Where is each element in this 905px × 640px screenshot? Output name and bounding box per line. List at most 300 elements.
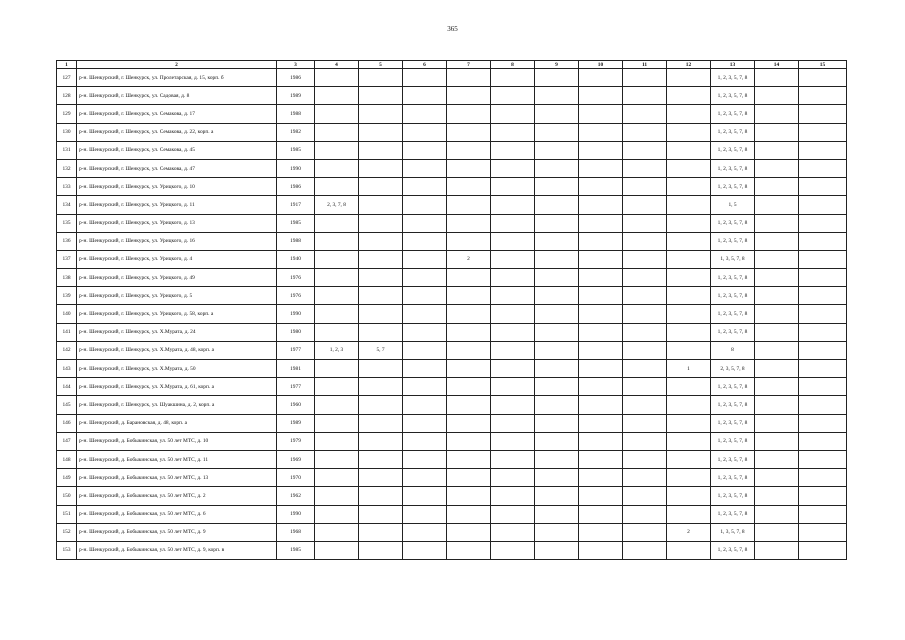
table-cell xyxy=(403,487,447,505)
table-cell xyxy=(755,541,799,559)
table-cell xyxy=(359,360,403,378)
table-cell xyxy=(667,214,711,232)
table-row xyxy=(57,323,847,341)
table-cell xyxy=(491,323,535,341)
table-cell xyxy=(535,505,579,523)
table-cell xyxy=(403,414,447,432)
table-cell xyxy=(535,323,579,341)
table-cell xyxy=(315,378,359,396)
table-cell xyxy=(315,360,359,378)
table-cell xyxy=(755,123,799,141)
table-row xyxy=(57,287,847,305)
table-row xyxy=(57,305,847,323)
table-cell xyxy=(447,105,491,123)
address-cell: р-н. Шенкурский, д. Барановская, д. 48, корп. а xyxy=(77,414,277,432)
table-cell: 2, 3, 7, 8 xyxy=(315,196,359,214)
table-cell xyxy=(315,450,359,468)
table-cell xyxy=(403,69,447,87)
table-cell xyxy=(403,232,447,250)
table-cell xyxy=(447,523,491,541)
year-cell: 1970 xyxy=(277,469,315,487)
table-row xyxy=(57,541,847,559)
table-cell xyxy=(535,141,579,159)
table-cell xyxy=(667,378,711,396)
table-cell xyxy=(535,541,579,559)
address-cell: р-н. Шенкурский, г. Шенкурск, ул. Пролетарская, д. 15, корп. б xyxy=(77,69,277,87)
table-cell xyxy=(535,196,579,214)
table-cell xyxy=(623,487,667,505)
table-cell xyxy=(359,232,403,250)
table-cell xyxy=(359,269,403,287)
table-cell: 1, 3, 5, 7, 8 xyxy=(711,250,755,268)
table-cell xyxy=(579,214,623,232)
table-row xyxy=(57,269,847,287)
year-cell: 1990 xyxy=(277,305,315,323)
table-cell xyxy=(579,541,623,559)
row-number: 127 xyxy=(57,69,77,87)
table-cell xyxy=(447,305,491,323)
address-cell: р-н. Шенкурский, г. Шенкурск, ул. Урицкого, д. 58, корп. а xyxy=(77,305,277,323)
table-cell xyxy=(447,450,491,468)
row-number: 152 xyxy=(57,523,77,541)
table-cell xyxy=(359,250,403,268)
table-cell xyxy=(403,87,447,105)
table-cell: 1, 2, 3, 5, 7, 8 xyxy=(711,69,755,87)
row-number: 148 xyxy=(57,450,77,468)
table-cell xyxy=(623,141,667,159)
row-number: 138 xyxy=(57,269,77,287)
table-cell xyxy=(579,360,623,378)
table-cell xyxy=(315,305,359,323)
row-number: 130 xyxy=(57,123,77,141)
table-cell xyxy=(755,360,799,378)
row-number: 151 xyxy=(57,505,77,523)
table-cell xyxy=(491,450,535,468)
address-cell: р-н. Шенкурский, г. Шенкурск, ул. Урицкого, д. 4 xyxy=(77,250,277,268)
table-cell xyxy=(667,105,711,123)
table-cell xyxy=(667,323,711,341)
table-cell: 1, 5 xyxy=(711,196,755,214)
table-cell xyxy=(447,232,491,250)
table-cell xyxy=(799,141,847,159)
table-cell xyxy=(623,360,667,378)
table-cell: 1, 3, 5, 7, 8 xyxy=(711,523,755,541)
table-cell xyxy=(535,69,579,87)
table-cell xyxy=(447,69,491,87)
address-cell: р-н. Шенкурский, г. Шенкурск, ул. Х.Мурата, д. 48, корп. а xyxy=(77,341,277,359)
table-cell xyxy=(667,414,711,432)
table-cell xyxy=(491,505,535,523)
table-cell xyxy=(667,196,711,214)
table-cell xyxy=(579,450,623,468)
table-cell xyxy=(535,305,579,323)
table-cell xyxy=(623,178,667,196)
table-cell xyxy=(623,159,667,177)
year-cell: 1986 xyxy=(277,178,315,196)
table-cell xyxy=(535,450,579,468)
table-cell xyxy=(579,487,623,505)
table-row xyxy=(57,523,847,541)
table-cell xyxy=(315,323,359,341)
column-header: 11 xyxy=(623,61,667,69)
table-cell xyxy=(447,432,491,450)
table-cell xyxy=(579,341,623,359)
table-cell xyxy=(491,105,535,123)
table-cell xyxy=(799,287,847,305)
table-cell: 1, 2, 3, 5, 7, 8 xyxy=(711,159,755,177)
column-header: 13 xyxy=(711,61,755,69)
table-cell xyxy=(315,232,359,250)
table-cell xyxy=(315,432,359,450)
table-cell xyxy=(403,159,447,177)
table-cell xyxy=(579,323,623,341)
table-cell xyxy=(799,469,847,487)
table-cell: 1, 2, 3, 5, 7, 8 xyxy=(711,232,755,250)
table-cell xyxy=(755,414,799,432)
table-cell xyxy=(447,396,491,414)
table-cell xyxy=(667,396,711,414)
table-cell xyxy=(359,214,403,232)
table-cell xyxy=(403,105,447,123)
row-number: 131 xyxy=(57,141,77,159)
table-cell xyxy=(623,541,667,559)
table-cell xyxy=(579,250,623,268)
address-cell: р-н. Шенкурский, д. Бобыкинская, ул. 50 лет МТС, д. 2 xyxy=(77,487,277,505)
table-cell xyxy=(403,432,447,450)
row-number: 133 xyxy=(57,178,77,196)
table-cell xyxy=(315,141,359,159)
table-cell xyxy=(535,269,579,287)
table-cell xyxy=(491,378,535,396)
table-cell xyxy=(535,360,579,378)
address-cell: р-н. Шенкурский, г. Шенкурск, ул. Х.Мурата, д. 24 xyxy=(77,323,277,341)
table-cell xyxy=(623,123,667,141)
column-number-row xyxy=(57,61,847,69)
table-cell xyxy=(491,414,535,432)
table-cell xyxy=(799,360,847,378)
table-cell xyxy=(667,232,711,250)
address-cell: р-н. Шенкурский, г. Шенкурск, ул. Урицкого, д. 11 xyxy=(77,196,277,214)
table-cell xyxy=(403,141,447,159)
table-cell xyxy=(359,87,403,105)
table-cell xyxy=(315,523,359,541)
table-cell xyxy=(359,141,403,159)
table-cell xyxy=(491,141,535,159)
column-header: 5 xyxy=(359,61,403,69)
table-cell: 1, 2, 3, 5, 7, 8 xyxy=(711,396,755,414)
table-cell xyxy=(667,250,711,268)
year-cell: 1976 xyxy=(277,287,315,305)
table-cell: 1, 2, 3 xyxy=(315,341,359,359)
table-cell xyxy=(491,360,535,378)
table-cell xyxy=(447,414,491,432)
table-row xyxy=(57,432,847,450)
address-cell: р-н. Шенкурский, г. Шенкурск, ул. Шуакшина, д. 2, корп. а xyxy=(77,396,277,414)
table-cell xyxy=(447,378,491,396)
table-cell: 1, 2, 3, 5, 7, 8 xyxy=(711,87,755,105)
table-cell xyxy=(535,414,579,432)
table-cell xyxy=(755,105,799,123)
table-cell xyxy=(579,123,623,141)
address-cell: р-н. Шенкурский, г. Шенкурск, ул. Х.Мурата, д. 50 xyxy=(77,360,277,378)
row-number: 146 xyxy=(57,414,77,432)
table-cell xyxy=(623,432,667,450)
table-cell xyxy=(359,323,403,341)
table-cell: 1, 2, 3, 5, 7, 8 xyxy=(711,541,755,559)
table-cell xyxy=(755,305,799,323)
row-number: 128 xyxy=(57,87,77,105)
table-cell xyxy=(667,69,711,87)
table-cell xyxy=(447,87,491,105)
table-cell xyxy=(579,196,623,214)
table-cell xyxy=(359,123,403,141)
table-cell xyxy=(799,505,847,523)
table-cell xyxy=(623,469,667,487)
table-row xyxy=(57,360,847,378)
year-cell: 1990 xyxy=(277,159,315,177)
year-cell: 1990 xyxy=(277,505,315,523)
table-cell xyxy=(799,396,847,414)
table-cell xyxy=(315,469,359,487)
table-cell xyxy=(799,341,847,359)
table-cell xyxy=(491,396,535,414)
table-cell xyxy=(403,305,447,323)
table-cell xyxy=(799,250,847,268)
table-cell xyxy=(359,541,403,559)
table-cell xyxy=(315,105,359,123)
table-cell xyxy=(755,341,799,359)
table-cell xyxy=(447,214,491,232)
table-cell: 1, 2, 3, 5, 7, 8 xyxy=(711,378,755,396)
row-number: 132 xyxy=(57,159,77,177)
table-cell xyxy=(491,178,535,196)
table-cell xyxy=(403,541,447,559)
table-row xyxy=(57,414,847,432)
table-cell xyxy=(447,487,491,505)
address-cell: р-н. Шенкурский, г. Шенкурск, ул. Урицкого, д. 49 xyxy=(77,269,277,287)
address-cell: р-н. Шенкурский, г. Шенкурск, ул. Садовая, д. 8 xyxy=(77,87,277,105)
table-cell xyxy=(667,159,711,177)
table-cell xyxy=(799,178,847,196)
table-cell xyxy=(403,123,447,141)
table-cell xyxy=(491,214,535,232)
table-cell xyxy=(403,269,447,287)
table-cell xyxy=(315,69,359,87)
table-cell xyxy=(755,159,799,177)
table-cell xyxy=(579,141,623,159)
table-cell xyxy=(799,523,847,541)
table-cell xyxy=(535,178,579,196)
row-number: 140 xyxy=(57,305,77,323)
table-cell xyxy=(359,487,403,505)
table-cell xyxy=(799,123,847,141)
year-cell: 1985 xyxy=(277,214,315,232)
table-cell xyxy=(623,69,667,87)
table-row xyxy=(57,141,847,159)
table-cell xyxy=(403,341,447,359)
row-number: 134 xyxy=(57,196,77,214)
year-cell: 1989 xyxy=(277,414,315,432)
table-cell xyxy=(315,214,359,232)
table-cell xyxy=(359,196,403,214)
table-cell xyxy=(535,159,579,177)
column-header: 8 xyxy=(491,61,535,69)
table-cell xyxy=(623,323,667,341)
table-cell xyxy=(623,214,667,232)
table-cell xyxy=(403,523,447,541)
row-number: 129 xyxy=(57,105,77,123)
table-cell xyxy=(667,269,711,287)
column-header: 12 xyxy=(667,61,711,69)
table-cell: 1, 2, 3, 5, 7, 8 xyxy=(711,469,755,487)
table-cell xyxy=(579,159,623,177)
table-cell xyxy=(755,269,799,287)
table-cell xyxy=(535,523,579,541)
table-cell xyxy=(579,305,623,323)
table-cell xyxy=(755,196,799,214)
table-cell xyxy=(491,287,535,305)
table-cell xyxy=(667,541,711,559)
table-cell xyxy=(359,287,403,305)
table-cell: 1, 2, 3, 5, 7, 8 xyxy=(711,123,755,141)
table-cell xyxy=(623,341,667,359)
table-cell xyxy=(447,159,491,177)
table-cell xyxy=(403,378,447,396)
table-cell xyxy=(403,214,447,232)
table-cell: 1, 2, 3, 5, 7, 8 xyxy=(711,214,755,232)
table-cell xyxy=(579,523,623,541)
table-cell xyxy=(623,523,667,541)
table-cell xyxy=(755,469,799,487)
table-cell xyxy=(623,414,667,432)
table-cell xyxy=(535,250,579,268)
table-cell xyxy=(799,450,847,468)
table-cell xyxy=(403,360,447,378)
page-number: 365 xyxy=(447,25,458,33)
table-cell xyxy=(623,396,667,414)
table-cell xyxy=(535,105,579,123)
address-cell: р-н. Шенкурский, г. Шенкурск, ул. Семакова, д. 22, корп. а xyxy=(77,123,277,141)
year-cell: 1968 xyxy=(277,523,315,541)
table-cell xyxy=(359,105,403,123)
table-cell xyxy=(315,414,359,432)
table-cell: 1, 2, 3, 5, 7, 8 xyxy=(711,323,755,341)
row-number: 153 xyxy=(57,541,77,559)
table-cell xyxy=(755,178,799,196)
table-cell xyxy=(403,250,447,268)
table-cell xyxy=(535,214,579,232)
table-cell xyxy=(491,123,535,141)
year-cell: 1976 xyxy=(277,269,315,287)
table-cell xyxy=(755,378,799,396)
housing-register-table xyxy=(56,60,847,560)
table-cell xyxy=(755,87,799,105)
table-cell: 1, 2, 3, 5, 7, 8 xyxy=(711,178,755,196)
table-row xyxy=(57,487,847,505)
table-body xyxy=(57,69,847,560)
table-cell xyxy=(623,305,667,323)
column-header: 10 xyxy=(579,61,623,69)
column-header: 6 xyxy=(403,61,447,69)
table-cell xyxy=(579,87,623,105)
table-row xyxy=(57,178,847,196)
table-cell xyxy=(359,159,403,177)
table-cell xyxy=(359,450,403,468)
row-number: 141 xyxy=(57,323,77,341)
table-cell xyxy=(579,414,623,432)
address-cell: р-н. Шенкурский, г. Шенкурск, ул. Урицкого, д. 10 xyxy=(77,178,277,196)
table-cell xyxy=(315,87,359,105)
table-cell xyxy=(799,69,847,87)
table-row xyxy=(57,396,847,414)
table-row xyxy=(57,341,847,359)
table-row xyxy=(57,469,847,487)
row-number: 144 xyxy=(57,378,77,396)
address-cell: р-н. Шенкурский, д. Бобыкинская, ул. 50 лет МТС, д. 9 xyxy=(77,523,277,541)
table-cell xyxy=(359,69,403,87)
table-cell: 1, 2, 3, 5, 7, 8 xyxy=(711,450,755,468)
table-cell xyxy=(315,269,359,287)
table-cell xyxy=(755,141,799,159)
table-cell xyxy=(315,541,359,559)
table-cell xyxy=(799,269,847,287)
table-cell xyxy=(799,232,847,250)
table-cell xyxy=(667,450,711,468)
table-cell xyxy=(403,196,447,214)
table-cell xyxy=(535,432,579,450)
table-cell xyxy=(403,396,447,414)
table-cell xyxy=(535,87,579,105)
table-cell xyxy=(799,105,847,123)
table-cell: 8 xyxy=(711,341,755,359)
table-cell xyxy=(535,378,579,396)
table-cell xyxy=(315,487,359,505)
table-cell xyxy=(403,323,447,341)
year-cell: 1977 xyxy=(277,378,315,396)
table-cell xyxy=(491,196,535,214)
year-cell: 1980 xyxy=(277,323,315,341)
table-cell xyxy=(535,469,579,487)
table-cell xyxy=(491,269,535,287)
table-cell xyxy=(359,469,403,487)
table-cell xyxy=(403,505,447,523)
table-cell xyxy=(667,341,711,359)
table-cell xyxy=(667,141,711,159)
table-cell xyxy=(755,505,799,523)
address-cell: р-н. Шенкурский, д. Бобыкинская, ул. 50 лет МТС, д. 11 xyxy=(77,450,277,468)
table-cell xyxy=(491,87,535,105)
table-cell: 1, 2, 3, 5, 7, 8 xyxy=(711,432,755,450)
table-cell xyxy=(667,487,711,505)
table-cell xyxy=(623,196,667,214)
row-number: 143 xyxy=(57,360,77,378)
table-cell xyxy=(799,487,847,505)
table-cell xyxy=(579,432,623,450)
table-cell xyxy=(755,396,799,414)
table-cell xyxy=(755,323,799,341)
table-cell xyxy=(755,232,799,250)
row-number: 145 xyxy=(57,396,77,414)
table-cell xyxy=(535,396,579,414)
table-row xyxy=(57,105,847,123)
year-cell: 1989 xyxy=(277,87,315,105)
row-number: 149 xyxy=(57,469,77,487)
table-cell xyxy=(579,378,623,396)
table-row xyxy=(57,232,847,250)
table-cell xyxy=(535,232,579,250)
table-cell: 2, 3, 5, 7, 8 xyxy=(711,360,755,378)
table-cell xyxy=(447,505,491,523)
